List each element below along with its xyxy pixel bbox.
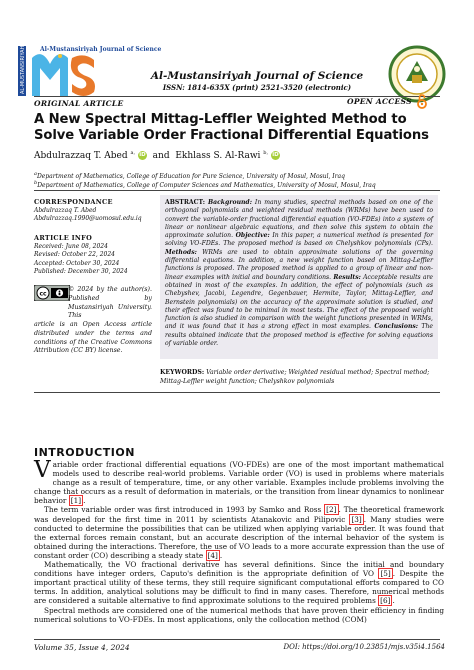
corresponding-email[interactable]: Abdulrazzaq.1990@uomosul.edu.iq xyxy=(34,215,142,223)
abstract-box xyxy=(160,195,438,359)
article-title: A New Spectral Mittag-Leffler Weighted Method to Solve Variable Order Fractional Differential Equations xyxy=(34,112,429,143)
objective-label: Objective: xyxy=(235,232,270,240)
open-access-icon xyxy=(417,94,427,109)
citation-link[interactable]: [6] xyxy=(380,596,391,606)
svg-text:AL-MUSTANSIRIYAH: AL-MUSTANSIRIYAH xyxy=(20,45,26,94)
revised-date: Revised: October 22, 2024 xyxy=(34,251,115,259)
cc-by-license-icon[interactable] xyxy=(34,285,70,301)
license-text-a: © 2024 by the author(s). Published by Mustansiriyah University. This xyxy=(68,286,152,320)
footer-rule xyxy=(34,639,440,640)
abstract-results: Acceptable results are obtained in most of the examples. In addition, the effect of polynomials (such as Chebyshev, Jacobi, Legendre, Gegenbauer, Hermite, Taylor, Mittag-Leffler, and Bernstein polynomials) on the accuracy of the approximate solution is studied, and their effect was found to be minimal in most tests. The effect of the proposed weight function is also studied in comparison with the weight functions presented in WRMs, and it was found that it has a strong effect in most examples. xyxy=(165,273,434,331)
accepted-date: Accepted: October 30, 2024 xyxy=(34,259,120,267)
open-access-label: OPEN ACCESS xyxy=(347,97,412,106)
author-1: Abdulrazzaq T. Abed xyxy=(34,151,128,161)
introduction-body xyxy=(34,457,444,624)
abstract-objective: In this paper, a numerical method is presented for solving VO-FDEs. The proposed method is based on Chelyshkov polynomials (CPs). xyxy=(165,232,433,248)
keywords-text: Variable order derivative; Weighted residual method; Spectral method; Mittag-Leffler weight function; Chelyshkov polynomials xyxy=(160,369,430,385)
correspondence-heading: CORRESPONDANCE xyxy=(34,198,113,206)
methods-label: Methods: xyxy=(165,248,197,256)
citation-link[interactable]: [4] xyxy=(207,550,218,560)
intro-paragraph-2: The term variable order was first introduced in 1993 by Samko and Ross [2] . The theoretical framework was developed for the first time in 2011 by scientists Atanakovic and Pilipovic [3] . Many studies were conducted to determine the possibilities that can be utilized when applying variable order. It was found that the external forces remain constant, but an accurate description of the internal behavior of the system is obtained during the interactions. Therefore, the use of VO leads to a more accurate expression than the use of constant order (CO) describing a steady state [4] . xyxy=(34,505,444,560)
author-2: Ekhlass S. Al-Rawi xyxy=(175,151,261,161)
citation-link[interactable]: [5] xyxy=(380,569,391,579)
article-info-heading: ARTICLE INFO xyxy=(34,234,93,242)
citation-link[interactable]: [3] xyxy=(351,514,362,524)
author-conjunction: and xyxy=(152,151,170,161)
logo-caption: Al-Mustansiriyah Journal of Science xyxy=(40,46,162,53)
journal-title: Al-Mustansiriyah Journal of Science xyxy=(150,70,364,82)
footer-volume: Volume 35, Issue 4, 2024 xyxy=(34,643,130,652)
citation-link[interactable]: [2] xyxy=(326,505,337,515)
drop-cap: V xyxy=(34,457,51,483)
author-2-affil: b, xyxy=(263,150,269,156)
abstract-conclusions: The results obtained indicate that the proposed method is effective for solving equations of variable order. xyxy=(165,323,434,348)
author-line xyxy=(34,150,280,161)
intro-paragraph-3: Mathematically, the VO fractional derivative has several definitions. Since the initial and boundary conditions have integer orders, Caputo's definition is the appropriate definition of VO [5] . Despite the important practical utility of these terms, they still require significant computational efforts compared to CO terms. In addition, analytical solutions may be difficult to find in many cases. Therefore, numerical methods are considered a suitable alternative to find approximate solutions to the required problems [6] . xyxy=(34,560,444,606)
abstract-label: ABSTRACT: xyxy=(165,199,206,206)
affiliation-a: $^a$Department of Mathematics, College of Education for Pure Science, University of Mosul, Mosul, Iraq xyxy=(34,171,345,180)
article-type: ORIGINAL ARTICLE xyxy=(34,99,124,108)
orcid-icon[interactable]: iD xyxy=(272,152,279,158)
corresponding-author: Abdulrazzaq T. Abed xyxy=(34,207,97,214)
received-date: Received: June 08, 2024 xyxy=(34,243,108,250)
orcid-icon[interactable]: iD xyxy=(139,152,146,158)
affiliation-rule xyxy=(34,190,440,191)
footer-doi[interactable]: DOI: https://doi.org/10.23851/mjs.v35i4.1564 xyxy=(283,643,445,651)
citation-link[interactable]: [1] xyxy=(70,496,82,506)
intro-paragraph-4: Spectral methods are considered one of the numerical methods that have proven their efficiency in finding numerical solutions to VO-FDEs. In most applications, only the collocation method (COM) xyxy=(34,605,444,624)
keywords xyxy=(160,369,440,386)
keywords-rule xyxy=(34,392,440,393)
intro-paragraph-1: Variable order fractional differential equations (VO-FDEs) are one of the most important mathematical models used to describe real-world problems. Variable order (VO) is used in problems where materials change as a result of temperature, time, or any other variable. Examples include problems involving the change that occurs as a result of deformation in materials, or the transition from linear dynamics to nonlinear behavior [1] . xyxy=(34,457,444,506)
svg-text:cc: cc xyxy=(39,290,47,298)
background-label: Background: xyxy=(208,199,252,206)
results-label: Results: xyxy=(333,273,361,281)
abstract-background: In many studies, spectral methods based on one of the orthogonal polynomials and weighted residual methods (WRMs) have been used to convert the variable-order fractional differential equation (VO-FDEs) into a system of linear or nonlinear algebraic equations, and then solve this system to obtain the approximate solution. xyxy=(165,199,434,240)
published-date: Published: December 30, 2024 xyxy=(34,268,128,276)
license-text-b: article is an Open Access article distributed under the terms and conditions of the Creative Commons Attribution (CC BY) license. xyxy=(34,321,152,355)
correspondence-block xyxy=(34,207,150,224)
affiliation-b: $^b$Department of Mathematics, College of Computer Sciences and Mathematics, University of Mosul, Mosul, Iraq xyxy=(34,180,376,189)
conclusions-label: Conclusions: xyxy=(374,323,419,331)
abstract-methods: WRMs are used to obtain approximate solutions of the governing differential equations. In addition, a new weight function based on Mittag-Leffler functions is proposed. The proposed method is applied to a group of linear and non-linear examples with initial and boundary conditions. xyxy=(165,248,434,281)
keywords-label: KEYWORDS: xyxy=(160,369,205,376)
article-dates xyxy=(34,243,150,277)
section-heading-introduction: INTRODUCTION xyxy=(34,446,135,459)
author-1-affil: a, xyxy=(130,150,136,156)
issn-line: ISSN: 1814-635X (print) 2521-3520 (electronic) xyxy=(162,83,352,92)
